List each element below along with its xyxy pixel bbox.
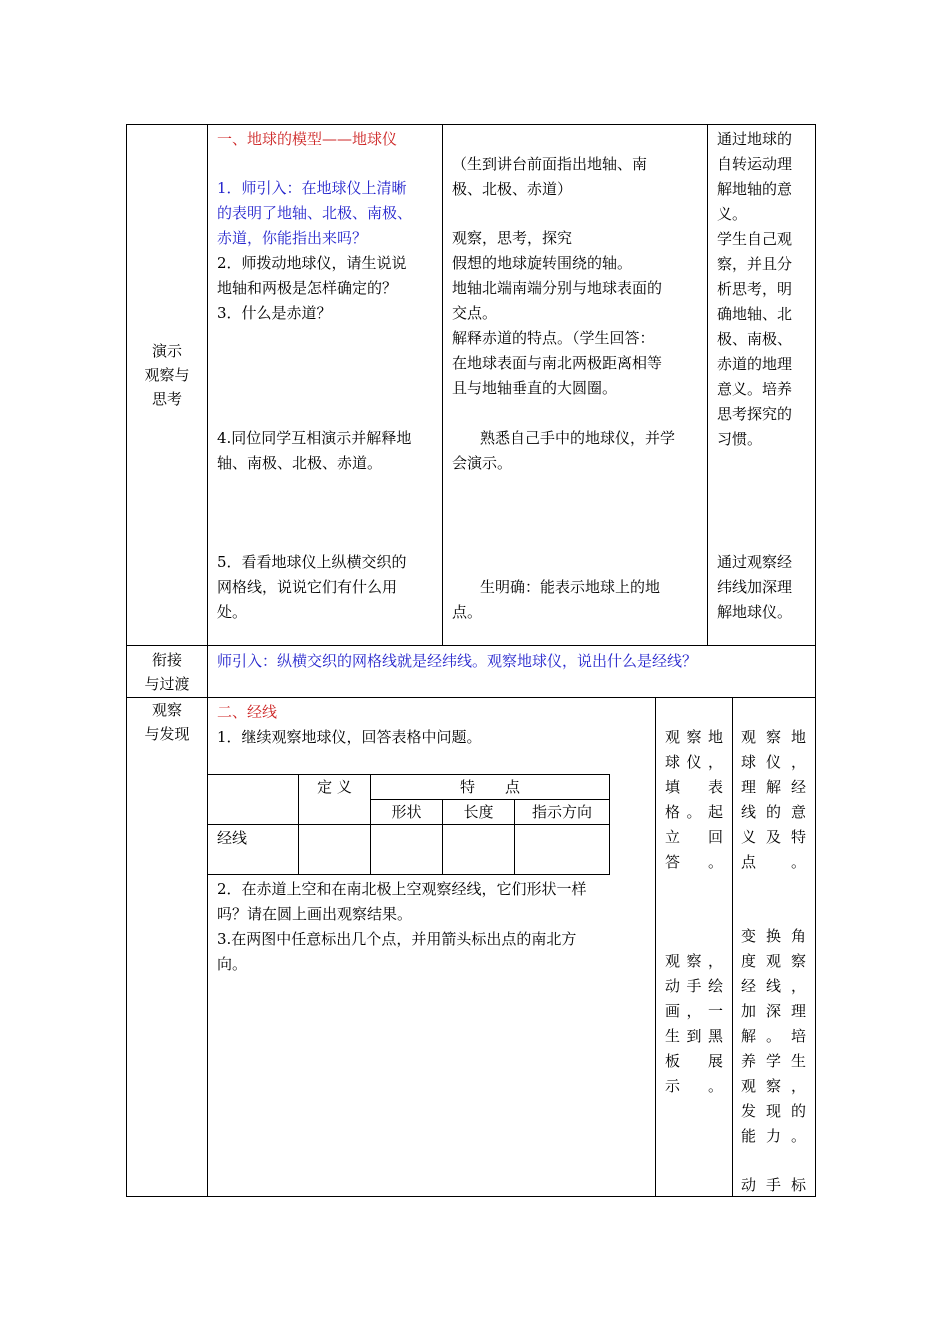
row-label-meridian: 经线 [217,829,248,847]
text-line: 且与地轴垂直的大圆圈。 [452,379,618,397]
text-line: 点。 [452,603,483,621]
purpose-1 [717,127,811,452]
text-line: 意义。培养 [717,380,793,398]
text-line: 析思考，明 [717,280,793,298]
teacher-step-1 [217,176,437,251]
text-line: 赤道的地理 [717,355,793,373]
text-line: 思考探究的 [717,405,793,423]
text-line: 2．在赤道上空和在南北极上空观察经线，它们形状一样 [217,880,587,898]
demo-label-line: 观察与 [144,366,190,384]
observe-step-3 [217,927,653,977]
text-line: 解地球仪。 [717,603,793,621]
table-col-divider-label [207,124,208,1197]
observe-label-line: 观察 [151,701,182,719]
transition-label-line: 衔接 [151,651,182,669]
text-line: 吗？请在圆上画出观察结果。 [217,905,413,923]
text-line: 能 力 。 [741,1127,806,1145]
text-line: 赤道，你能指出来吗？ [217,229,368,247]
text-line: 向。 [217,955,248,973]
observe-col-divider-1 [655,697,656,1196]
text-line: 动 手 标 [741,1176,806,1194]
text-line: 3.在两图中任意标出几个点，并用箭头标出点的南北方 [217,930,577,948]
text-line: 动 手 绘 [665,977,723,995]
header-features: 特 点 [459,778,520,796]
text-line: 学生自己观 [717,230,793,248]
demo-col-divider-2 [707,124,708,645]
text-line: 变 换 角 [741,927,806,945]
observe-student-2 [665,949,723,1099]
observe-label-line: 与发现 [144,725,190,743]
text-line: 生 到 黑 [665,1027,723,1045]
text-line: 2．师拨动地球仪，请生说说 [217,254,407,272]
transition-label-line: 与过渡 [144,675,190,693]
student-activity-1 [452,152,704,202]
teacher-step-3: 3．什么是赤道？ [217,304,332,322]
text-line: 1．师引入：在地球仪上清晰 [217,179,407,197]
text-line: 4.同位同学互相演示并解释地 [217,429,412,447]
text-line: 的表明了地轴、北极、南极、 [217,204,413,222]
table-row-divider-1 [126,645,816,646]
header-direction: 指示方向 [531,803,592,821]
demo-heading: 一、地球的模型——地球仪 [217,130,398,148]
text-line: 理 解 经 [741,778,806,796]
teacher-step-5 [217,550,437,625]
purpose-2 [717,550,811,625]
table-border-bottom [126,1196,816,1197]
text-line: 自转运动理 [717,155,793,173]
text-line: 经 线 ， [741,977,806,995]
observe-purpose-1 [741,725,806,875]
text-line: 格 。 起 [665,803,723,821]
inner-table-bottom [207,874,609,875]
text-line: 度 观 察 [741,952,806,970]
student-activity-4 [452,575,704,625]
text-line: 确地轴、北 [717,305,793,323]
text-line: 养 学 生 [741,1052,806,1070]
table-border-top [126,124,816,125]
text-line: 画 ， 一 [665,1002,723,1020]
text-line: 交点。 [452,304,498,322]
text-line: 示 。 [665,1077,723,1095]
text-line: 会演示。 [452,454,513,472]
teacher-step-2 [217,251,437,301]
text-line: 球 仪 ， [665,753,723,771]
text-line: 观察，思考，探究 [452,229,573,247]
text-line: 解地轴的意 [717,180,793,198]
transition-text: 师引入：纵横交织的网格线就是经纬线。观察地球仪，说出什么是经线？ [217,652,698,670]
inner-table-right [609,774,610,875]
header-shape: 形状 [391,803,422,821]
table-row-divider-2 [126,697,816,698]
observe-step-2 [217,877,653,927]
text-line: 处。 [217,603,248,621]
observe-purpose-3 [741,1173,806,1198]
demo-label-line: 演示 [151,342,182,360]
text-line: 通过观察经 [717,553,793,571]
observe-label [127,698,207,746]
header-length: 长度 [463,803,494,821]
text-line: 网格线，说说它们有什么用 [217,578,398,596]
header-definition: 定 义 [317,778,352,796]
text-line: 察，并且分 [717,255,793,273]
text-line: 解释赤道的特点。（学生回答： [452,329,655,347]
text-line: 地轴和两极是怎样确定的？ [217,279,398,297]
observe-heading: 二、经线 [217,703,278,721]
observe-step-1: 1．继续观察地球仪，回答表格中问题。 [217,728,482,746]
text-line: 解 。 培 [741,1027,806,1045]
teacher-step-4 [217,426,437,476]
text-line: 生明确：能表示地球上的地 [480,578,661,596]
text-line: 填 表 [665,778,723,796]
text-line: 发 现 的 [741,1102,806,1120]
text-line: 板 展 [665,1052,723,1070]
text-line: 观 察 ， [665,952,723,970]
text-line: 5．看看地球仪上纵横交织的 [217,553,407,571]
text-line: 纬线加深理 [717,578,793,596]
observe-col-divider-2 [732,697,733,1196]
observe-purpose-2 [741,924,806,1149]
observe-student-1 [665,725,723,875]
text-line: 轴、南极、北极、赤道。 [217,454,383,472]
text-line: 习惯。 [717,430,763,448]
text-line: 加 深 理 [741,1002,806,1020]
text-line: 球 仪 ， [741,753,806,771]
text-line: 线 的 意 [741,803,806,821]
text-line: 熟悉自己手中的地球仪，并学 [480,429,676,447]
text-line: 观 察 地 [665,728,723,746]
text-line: 极、北极、赤道） [452,180,573,198]
student-activity-3 [452,426,704,476]
text-line: 极、南极、 [717,330,793,348]
text-line: 义。 [717,205,748,223]
text-line: 立 回 [665,828,723,846]
text-line: 点 。 [741,853,806,871]
text-line: 义 及 特 [741,828,806,846]
text-line: （生到讲台前面指出地轴、南 [452,155,648,173]
demo-label-line: 思考 [151,390,182,408]
text-line: 在地球表面与南北两极距离相等 [452,354,663,372]
demo-col-divider-1 [442,124,443,645]
student-activity-2 [452,226,704,401]
text-line: 答 。 [665,853,723,871]
text-line: 通过地球的 [717,130,793,148]
text-line: 假想的地球旋转围绕的轴。 [452,254,633,272]
table-border-right [815,124,816,1197]
text-line: 地轴北端南端分别与地球表面的 [452,279,663,297]
transition-label [127,648,207,696]
text-line: 观 察 ， [741,1077,806,1095]
demo-label [127,339,207,411]
text-line: 观 察 地 [741,728,806,746]
